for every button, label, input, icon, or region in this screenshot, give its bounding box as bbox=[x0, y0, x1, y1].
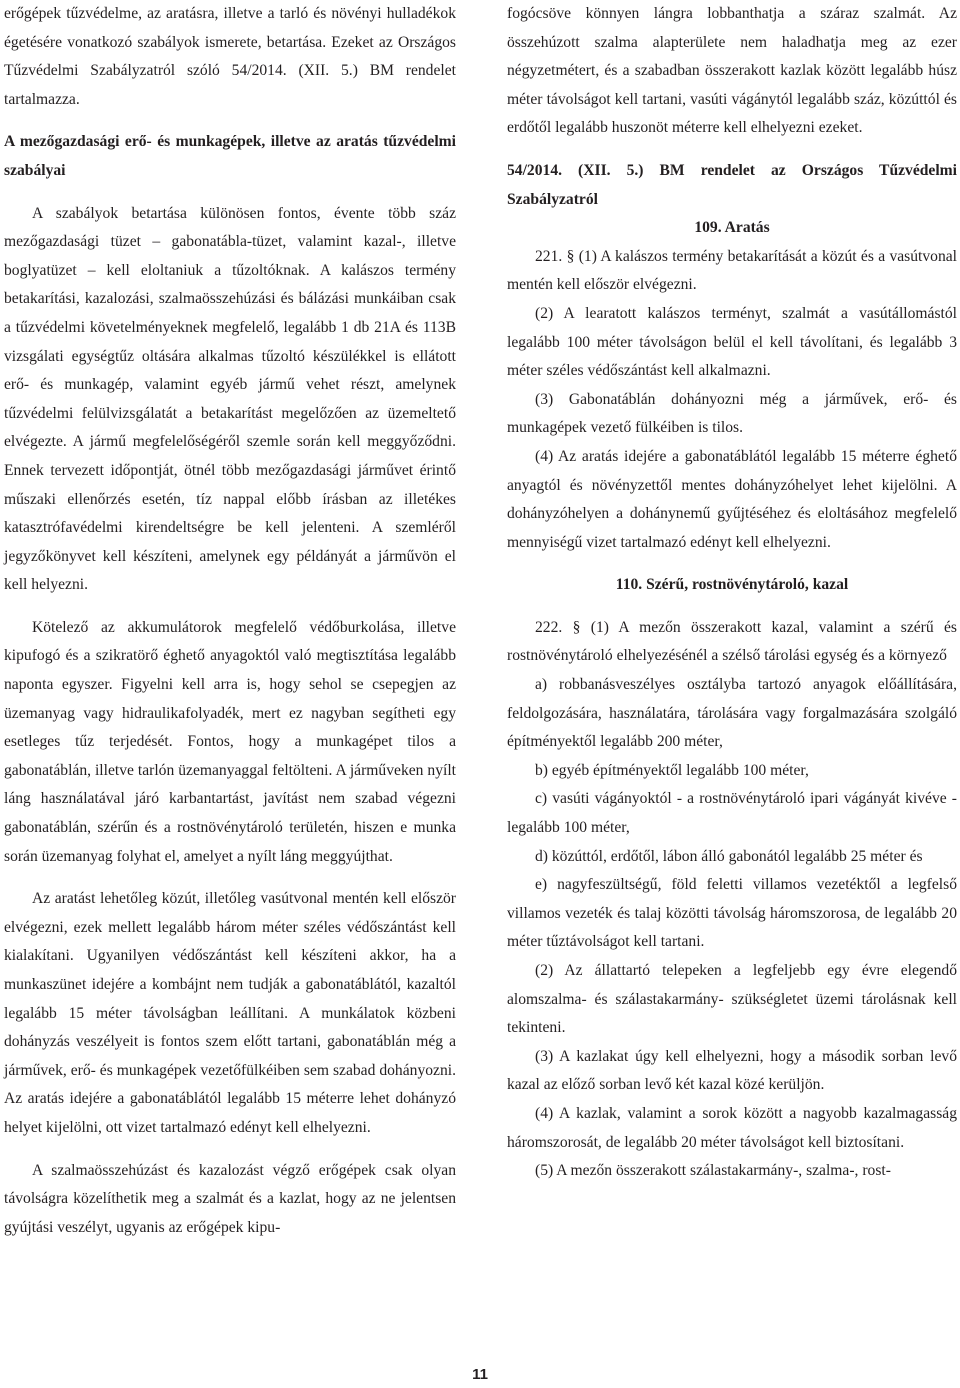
regulation-paragraph: (4) A kazlak, valamint a sorok között a nagyobb kazalmagasság háromszorosát, de legalább 20 méter távolságot kell biztosítani. bbox=[507, 1104, 957, 1151]
regulation-list-item: d) közúttól, erdőtől, lábon álló gabonától legalább 25 méter és bbox=[535, 847, 923, 865]
section-110-title: 110. Szérű, rostnövénytároló, kazal bbox=[615, 576, 849, 594]
regulation-paragraph: (3) A kazlakat úgy kell elhelyezni, hogy a második sorban levő kazal az előző sorban levő két kazal közé kerüljön. bbox=[507, 1047, 957, 1094]
body-paragraph: A szabályok betartása különösen fontos, évente több száz mezőgazdasági tüzet – gabonatábla-tüzet, valamint kazal-, illetve boglyatüzet – kell eloltaniuk a tűzoltóknak. A kalászos termény betakarítási, kazalozási, szalmaösszehúzási és bálázási munkáiban csak a tűzvédelmi követelményeknek megfelelő, legalább 1 db 21A és 113B vizsgálati egységtűz oltására alkalmas tűzoltó készülékkel is ellátott erő- és munkagép, valamint egyéb jármű vehet részt, amelynek tűzvédelmi felülvizsgálatát a betakarítást megelőzően az üzemeltető elvégezte. A jármű megfelelőségéről szemle során kell meggyőződni. Ennek tervezett időpontját, ötnél több mezőgazdasági járművet érintő műszaki ellenőrzés esetén, tíz nappal előbb írásban az illetékes katasztrófavédelmi kirendeltségre be kell jelenteni. A szemléről jegyzőkönyvet kell készíteni, amelynek egy példányát a járművön el kell helyezni. bbox=[4, 204, 456, 594]
section-109-title: 109. Aratás bbox=[694, 219, 770, 237]
regulation-paragraph: 221. § (1) A kalászos termény betakarítását a közút és a vasútvonal mentén kell először elvégezni. bbox=[507, 247, 957, 294]
regulation-list-item: b) egyéb építményektől legalább 100 méter, bbox=[535, 761, 809, 779]
regulation-paragraph: (4) Az aratás idejére a gabonatáblától legalább 15 méterre éghető anyagtól és növényzettől mentes dohányzóhelyet lehet kijelölni. A dohányzóhelyen a dohánynemű gyűjtéséhez és eloltásához megfelelő mennyiségű vizet tartalmazó edényt kell elhelyezni. bbox=[507, 447, 957, 551]
regulation-paragraph: (5) A mezőn összerakott szálastakarmány-, szalma-, rost- bbox=[535, 1162, 891, 1180]
section-heading-harvest-rules: A mezőgazdasági erő- és munkagépek, illetve az aratás tűzvédelmi szabályai bbox=[4, 133, 456, 179]
regulation-paragraph: 222. § (1) A mezőn összerakott kazal, valamint a szérű és rostnövénytároló elhelyezésénél a szélső tárolási egység és a környező bbox=[507, 618, 957, 665]
continued-paragraph: fogócsöve könnyen lángra lobbanthatja a száraz szalmát. Az összehúzott szalma alapterülete nem haladhatja meg az ezer négyzetmétert, és a szabadban összerakott kazlak között legalább húsz méter távolságot kell tartani, vasúti vágánytól legalább száz, közúttól és erdőtől legalább huszonöt méterre kell elhelyezni ezeket. bbox=[507, 5, 957, 137]
regulation-title: 54/2014. (XII. 5.) BM rendelet az Országos Tűzvédelmi Szabályzatról bbox=[507, 161, 957, 208]
regulation-paragraph: (3) Gabonatáblán dohányozni még a járművek, erő- és munkagépek vezető fülkéiben is tilos. bbox=[507, 390, 957, 437]
body-paragraph: A szalmaösszehúzást és kazalozást végző erőgépek csak olyan távolságra közelíthetik meg a szalmát és a kazlat, hogy az ne jelentsen gyújtási veszélyt, ugyanis az erőgépek kipu- bbox=[4, 1161, 456, 1236]
right-column bbox=[507, 0, 957, 1186]
regulation-paragraph: (2) A learatott kalászos terményt, szalmát a vasútállomástól legalább 100 méter távolságon belül el kell távolítani, és legalább 3 méter széles védőszántást kell alkalmazni. bbox=[507, 304, 957, 380]
body-paragraph: Az aratást lehetőleg közút, illetőleg vasútvonal mentén kell először elvégezni, ezek mellett legalább három méter széles védőszántást kell kialakítani. Ugyanilyen védőszántást kell készíteni akkor, ha a munkaszünet idejére a kombájnt nem tudják a gabonatáblától, kazaltól legalább 15 méter távolságban leállítani. A munkálatok közbeni dohányzás veszélyeit is fontos szem előtt tartani, gabonatáblán még a járművek, erő- és munkagépek vezetőfülkéiben sem szabad dohányozni. Az aratás idejére a gabonatáblától legalább 15 méterre lehet dohányzó helyet kijelölni, ott vizet tartalmazó edényt kell elhelyezni. bbox=[4, 890, 456, 1136]
intro-paragraph: erőgépek tűzvédelme, az aratásra, illetve a tarló és növényi hulladékok égetésére vonatkozó szabályok ismerete, betartása. Ezeket az Országos Tűzvédelmi Szabályzatról szóló 54/2014. (XII. 5.) BM rendelet tartalmazza. bbox=[4, 5, 456, 108]
regulation-list-item: c) vasúti vágányoktól - a rostnövénytároló ipari vágányát kivéve - legalább 100 méter, bbox=[507, 790, 957, 837]
page-number: 11 bbox=[472, 1366, 488, 1383]
regulation-paragraph: (2) Az állattartó telepeken a legfeljebb egy évre elegendő alomszalma- és szálastakarmány- szükségletet üzemi tárolásnak kell tekinteni. bbox=[507, 962, 957, 1037]
regulation-list-item: e) nagyfeszültségű, föld feletti villamos vezetéktől a legfelső villamos vezeték és talaj közötti távolság háromszorosa, de legalább 20 méter tűztávolságot kell tartani. bbox=[507, 876, 957, 951]
regulation-list-item: a) robbanásveszélyes osztályba tartozó anyagok előállítására, feldolgozására, használatára, tárolására vagy forgalmazására szolgáló építményektől legalább 200 méter, bbox=[507, 676, 957, 751]
body-paragraph: Kötelező az akkumulátorok megfelelő védőburkolása, illetve kipufogó és a szikratörő éghető anyagoktól való megtisztítása legalább naponta egyszer. Figyelni kell arra is, hogy sehol se csepegjen az üzemanyag vagy hidraulikafolyadék, mert ez nagyban segítheti egy esetleges tűz terjedését. Fontos, hogy a munkagépet tilos a gabonatáblán, illetve tarlón üzemanyaggal feltölteni. A járműveken nyílt láng használatával járó karbantartást, javítást nem szabad végezni gabonatáblán, szérűn és a rostnövénytároló területén, hiszen e munka során üzemanyag folyhat el, amelyet a nyílt láng meggyújthat. bbox=[4, 618, 456, 865]
left-column bbox=[4, 0, 456, 1242]
